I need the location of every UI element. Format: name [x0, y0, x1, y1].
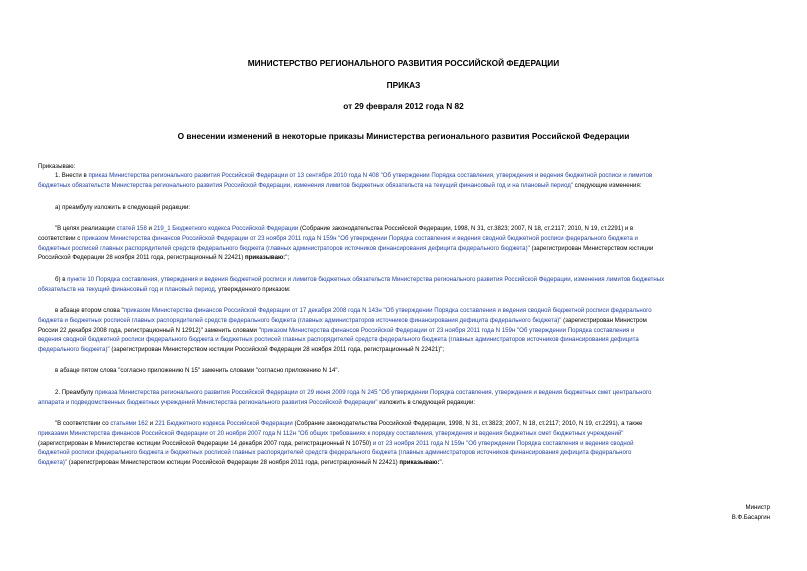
pb2-text: России 22 декабря 2008 года, регистрационный N 12912)" заменить словами " — [38, 326, 261, 334]
order-245-link-cont[interactable]: аппарата и подведомственных бюджетных учреждений Министерства регионального развития Российской Федерации" — [38, 398, 378, 406]
order-143n-link-cont[interactable]: бюджета и бюджетных росписей главных распорядителей средств федерального бюджета (главных администраторов источников финансирования дефицита федерального бюджета)" — [38, 316, 562, 324]
p2-text: изложить в следующей редакции: — [377, 398, 476, 406]
order-159n-link-3-end[interactable]: бюджета)" — [38, 459, 68, 467]
order-159n-link-cont[interactable]: бюджетных росписей главных распорядителей средств федерального бюджета (главных администраторов источников финансирования дефицита федерального бюджета)" — [38, 244, 530, 252]
article-158-link[interactable]: статей 158 — [116, 225, 147, 232]
q1-text: (Собрание законодательства Российской Федерации, 1998, N 31, ст.3823; 2007, N 18, ст.2117; 2010, N 19, ст.2291) и в — [298, 225, 634, 232]
clause-10-link[interactable]: пункте 10 Порядка составления, утверждения и ведения бюджетной росписи и лимитов бюджетных обязательств Министерства регионального развития Российской Федерации, изменения лимитов бюджетных — [67, 276, 665, 283]
q2-text: (Собрание законодательства Российской Федерации, 1998, N 31, ст.3823; 2007, N 18, ст.2117; 2010, N 19, ст.2291), а также — [292, 420, 643, 427]
q1-text: "; — [285, 254, 290, 262]
order-159n-link-2[interactable]: приказом Министерства финансов Российской Федерации от 23 ноября 2011 года N 159н "Об утверждении Порядка составления и — [260, 326, 635, 334]
paragraph-b2 — [38, 306, 769, 355]
p1-text-b: следующие изменения: — [572, 181, 642, 189]
article-162-link[interactable]: статьями 162 — [110, 420, 149, 427]
q2-text: "В соответствии со — [55, 420, 111, 427]
q2-text: ". — [439, 459, 444, 467]
q1-order-word: приказываю: — [245, 254, 286, 262]
order-408-link[interactable]: приказ Министерства регионального развития Российской Федерации от 13 сентября 2010 года N 408 "Об утверждении Порядка составления, утверждения и ведения бюджетной росписи и лимитов — [88, 172, 653, 179]
article-221-link[interactable]: 221 Бюджетного кодекса Российской Федерации — [154, 420, 293, 427]
pb2-text: (зарегистрирован Министерством юстиции Российской Федерации 28 ноября 2011 года, регистрационный N 22421)"; — [109, 346, 445, 354]
q1-text: и — [146, 225, 154, 232]
quote-preamble-2 — [38, 419, 769, 468]
order-159n-link-2-end[interactable]: федерального бюджета)" — [38, 346, 110, 354]
quote-preamble-1 — [38, 224, 769, 263]
paragraph-2 — [38, 388, 769, 408]
order-159n-link[interactable]: приказом Министерства финансов Российской Федерации от 23 ноября 2011 года N 159н "Об утверждении Порядка составления и ведения сводной бюджетной росписи федерального бюджета и — [81, 234, 638, 242]
signature-title: Министр — [745, 504, 770, 511]
order-245-link[interactable]: приказа Министерства регионального развития Российской Федерации от 29 июня 2009 года N 245 "Об утверждении Порядка составления, утверждения и ведения бюджетных смет центрального — [95, 389, 652, 396]
order-subject: О внесении изменений в некоторые приказы Министерства регионального развития Российской Федерации — [177, 131, 630, 141]
pb-text: , утвержденного приказом: — [214, 285, 291, 293]
order-143n-link[interactable]: приказом Министерства финансов Российской Федерации от 17 декабря 2008 года N 143н "Об утверждении Порядка составления и ведения сводной бюджетной росписи федерального — [123, 307, 652, 314]
q2-order-word: приказываю: — [399, 459, 440, 467]
q2-text: (зарегистрирован Министерством юстиции Российской Федерации 28 ноября 2011 года, регистрационный N 22421) — [67, 459, 400, 467]
q2-text: (зарегистрирован в Министерстве юстиции Российской Федерации 14 декабря 2007 года, регистрационный N 10750) — [38, 439, 373, 447]
signature-name: В.Ф.Басаргин — [731, 514, 770, 521]
q1-text: "В целях реализации — [55, 225, 117, 232]
pb-text: б) в — [55, 276, 68, 283]
order-408-link-cont[interactable]: бюджетных обязательств Министерства регионального развития Российской Федерации, изменения лимитов бюджетных обязательств на текущий финансовый год и на плановый период" — [38, 181, 573, 189]
p1-text-a: 1. Внести в — [55, 172, 89, 179]
paragraph-a: а) преамбулу изложить в следующей редакции: — [55, 204, 191, 211]
order-159n-link-3-cont[interactable]: бюджетной росписи федерального бюджета и бюджетных росписей главных распорядителей средств федерального бюджета (главных администраторов источников финансирования дефицита федерального — [38, 449, 632, 457]
intro-text: Приказываю: — [38, 163, 76, 170]
paragraph-1 — [38, 171, 769, 191]
order-heading: ПРИКАЗ — [386, 80, 421, 90]
pb2-text: (зарегистрирован Министром — [561, 316, 647, 324]
paragraph-b — [38, 275, 769, 295]
q2-text: и — [148, 420, 155, 427]
order-112n-link[interactable]: приказами Министерства финансов Российской Федерации от 20 ноября 2007 года N 112н "Об общих требованиях к порядку составления, утверждения и ведения бюджетных смет бюджетных учреждений" — [38, 429, 624, 437]
article-219-link[interactable]: 219_1 Бюджетного кодекса Российской Федерации — [153, 225, 299, 232]
q1-text: Российской Федерации 28 ноября 2011 года, регистрационный N 22421) — [38, 254, 246, 262]
pb2-text: в абзаце втором слова " — [55, 307, 124, 314]
ministry-heading: МИНИСТЕРСТВО РЕГИОНАЛЬНОГО РАЗВИТИЯ РОССИЙСКОЙ ФЕДЕРАЦИИ — [247, 58, 560, 68]
signature-block — [732, 503, 770, 523]
order-159n-link-2-cont[interactable]: ведения сводной бюджетной росписи федерального бюджета и бюджетных росписей главных распорядителей средств федерального бюджета (главных администраторов источников финансирования дефицита — [38, 336, 639, 344]
q1-text: (зарегистрирован Министерством юстиции — [529, 244, 654, 252]
p2-text: 2. Преамбулу — [55, 389, 96, 396]
q1-text: соответствии с — [38, 234, 82, 242]
paragraph-b3: в абзаце пятом слова "согласно приложению N 15" заменить словами "согласно приложению N 14". — [55, 367, 340, 374]
order-date: от 29 февраля 2012 года N 82 — [343, 101, 464, 111]
clause-10-link-cont[interactable]: обязательств на текущий финансовый год и плановый период — [38, 285, 215, 293]
order-159n-link-3[interactable]: и от 23 ноября 2011 года N 159н "Об утверждении Порядка составления и ведения сводной — [372, 439, 634, 447]
